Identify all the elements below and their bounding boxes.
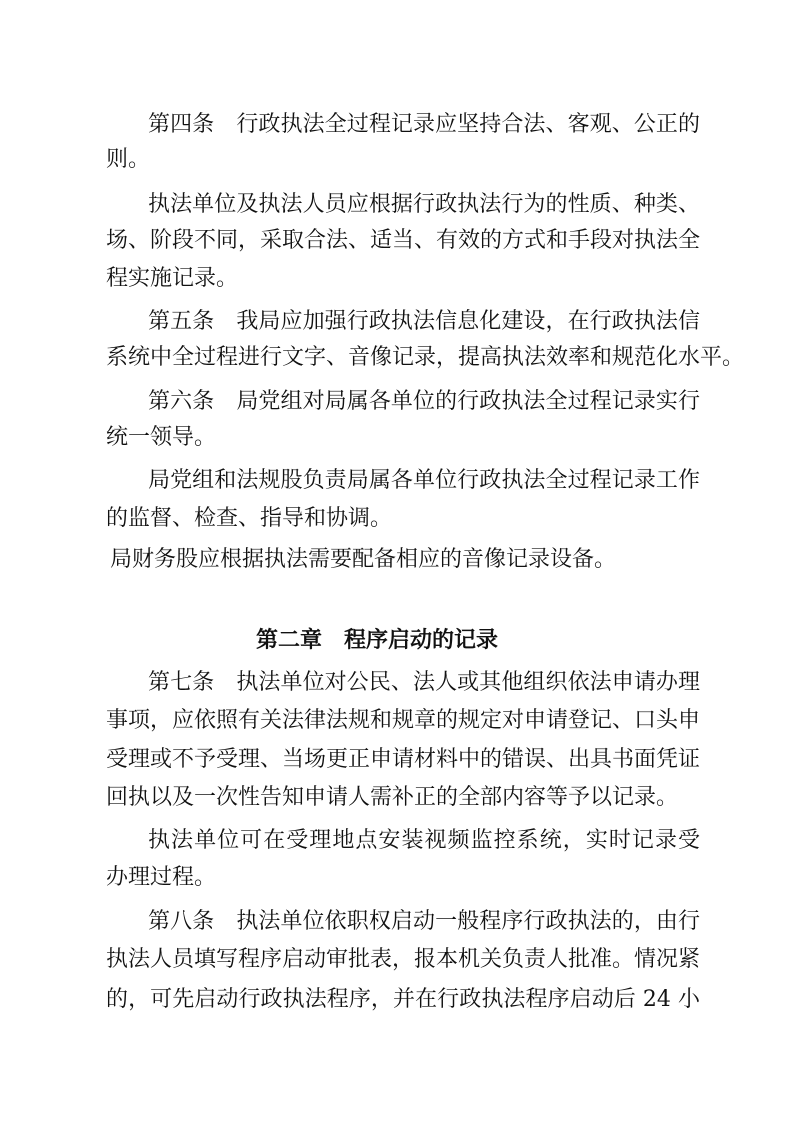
paragraph-line: 局党组和法规股负责局属各单位行政执法全过程记录工作 <box>148 468 700 493</box>
paragraph-line: 第六条 局党组对局属各单位的行政执法全过程记录实行 <box>148 389 700 414</box>
chapter-heading: 第二章 程序启动的记录 <box>256 627 499 653</box>
paragraph-line: 第四条 行政执法全过程记录应坚持合法、客观、公正的 <box>148 112 700 137</box>
paragraph-line: 执法单位可在受理地点安装视频监控系统，实时记录受 <box>148 828 700 853</box>
paragraph-line: 的，可先启动行政执法程序，并在行政执法程序启动后 24 小 <box>106 987 700 1012</box>
paragraph-line: 第八条 执法单位依职权启动一般程序行政执法的，由行 <box>148 909 700 934</box>
paragraph-line: 的监督、检查、指导和协调。 <box>106 506 393 531</box>
paragraph-line: 局财务股应根据执法需要配备相应的音像记录设备。 <box>110 547 617 572</box>
paragraph-line: 系统中全过程进行文字、音像记录，提高执法效率和规范化水平。 <box>106 345 745 370</box>
paragraph-line: 回执以及一次性告知申请人需补正的全部内容等予以记录。 <box>106 785 679 810</box>
paragraph-line: 第七条 执法单位对公民、法人或其他组织依法申请办理 <box>148 670 700 695</box>
paragraph-line: 办理过程。 <box>106 865 217 890</box>
paragraph-line: 场、阶段不同，采取合法、适当、有效的方式和手段对执法全 <box>106 228 700 253</box>
paragraph-line: 事项，应依照有关法律法规和规章的规定对申请登记、口头申 <box>106 708 700 733</box>
paragraph-line: 统一领导。 <box>106 425 217 450</box>
paragraph-line: 则。 <box>106 147 151 172</box>
paragraph-line: 第五条 我局应加强行政执法信息化建设，在行政执法信 <box>148 309 700 334</box>
paragraph-line: 执法人员填写程序启动审批表，报本机关负责人批准。情况紧 <box>106 947 700 972</box>
paragraph-line: 执法单位及执法人员应根据行政执法行为的性质、种类、 <box>148 192 700 217</box>
paragraph-line: 受理或不予受理、当场更正申请材料中的错误、出具书面凭证 <box>106 747 700 772</box>
paragraph-line: 程实施记录。 <box>106 266 239 291</box>
